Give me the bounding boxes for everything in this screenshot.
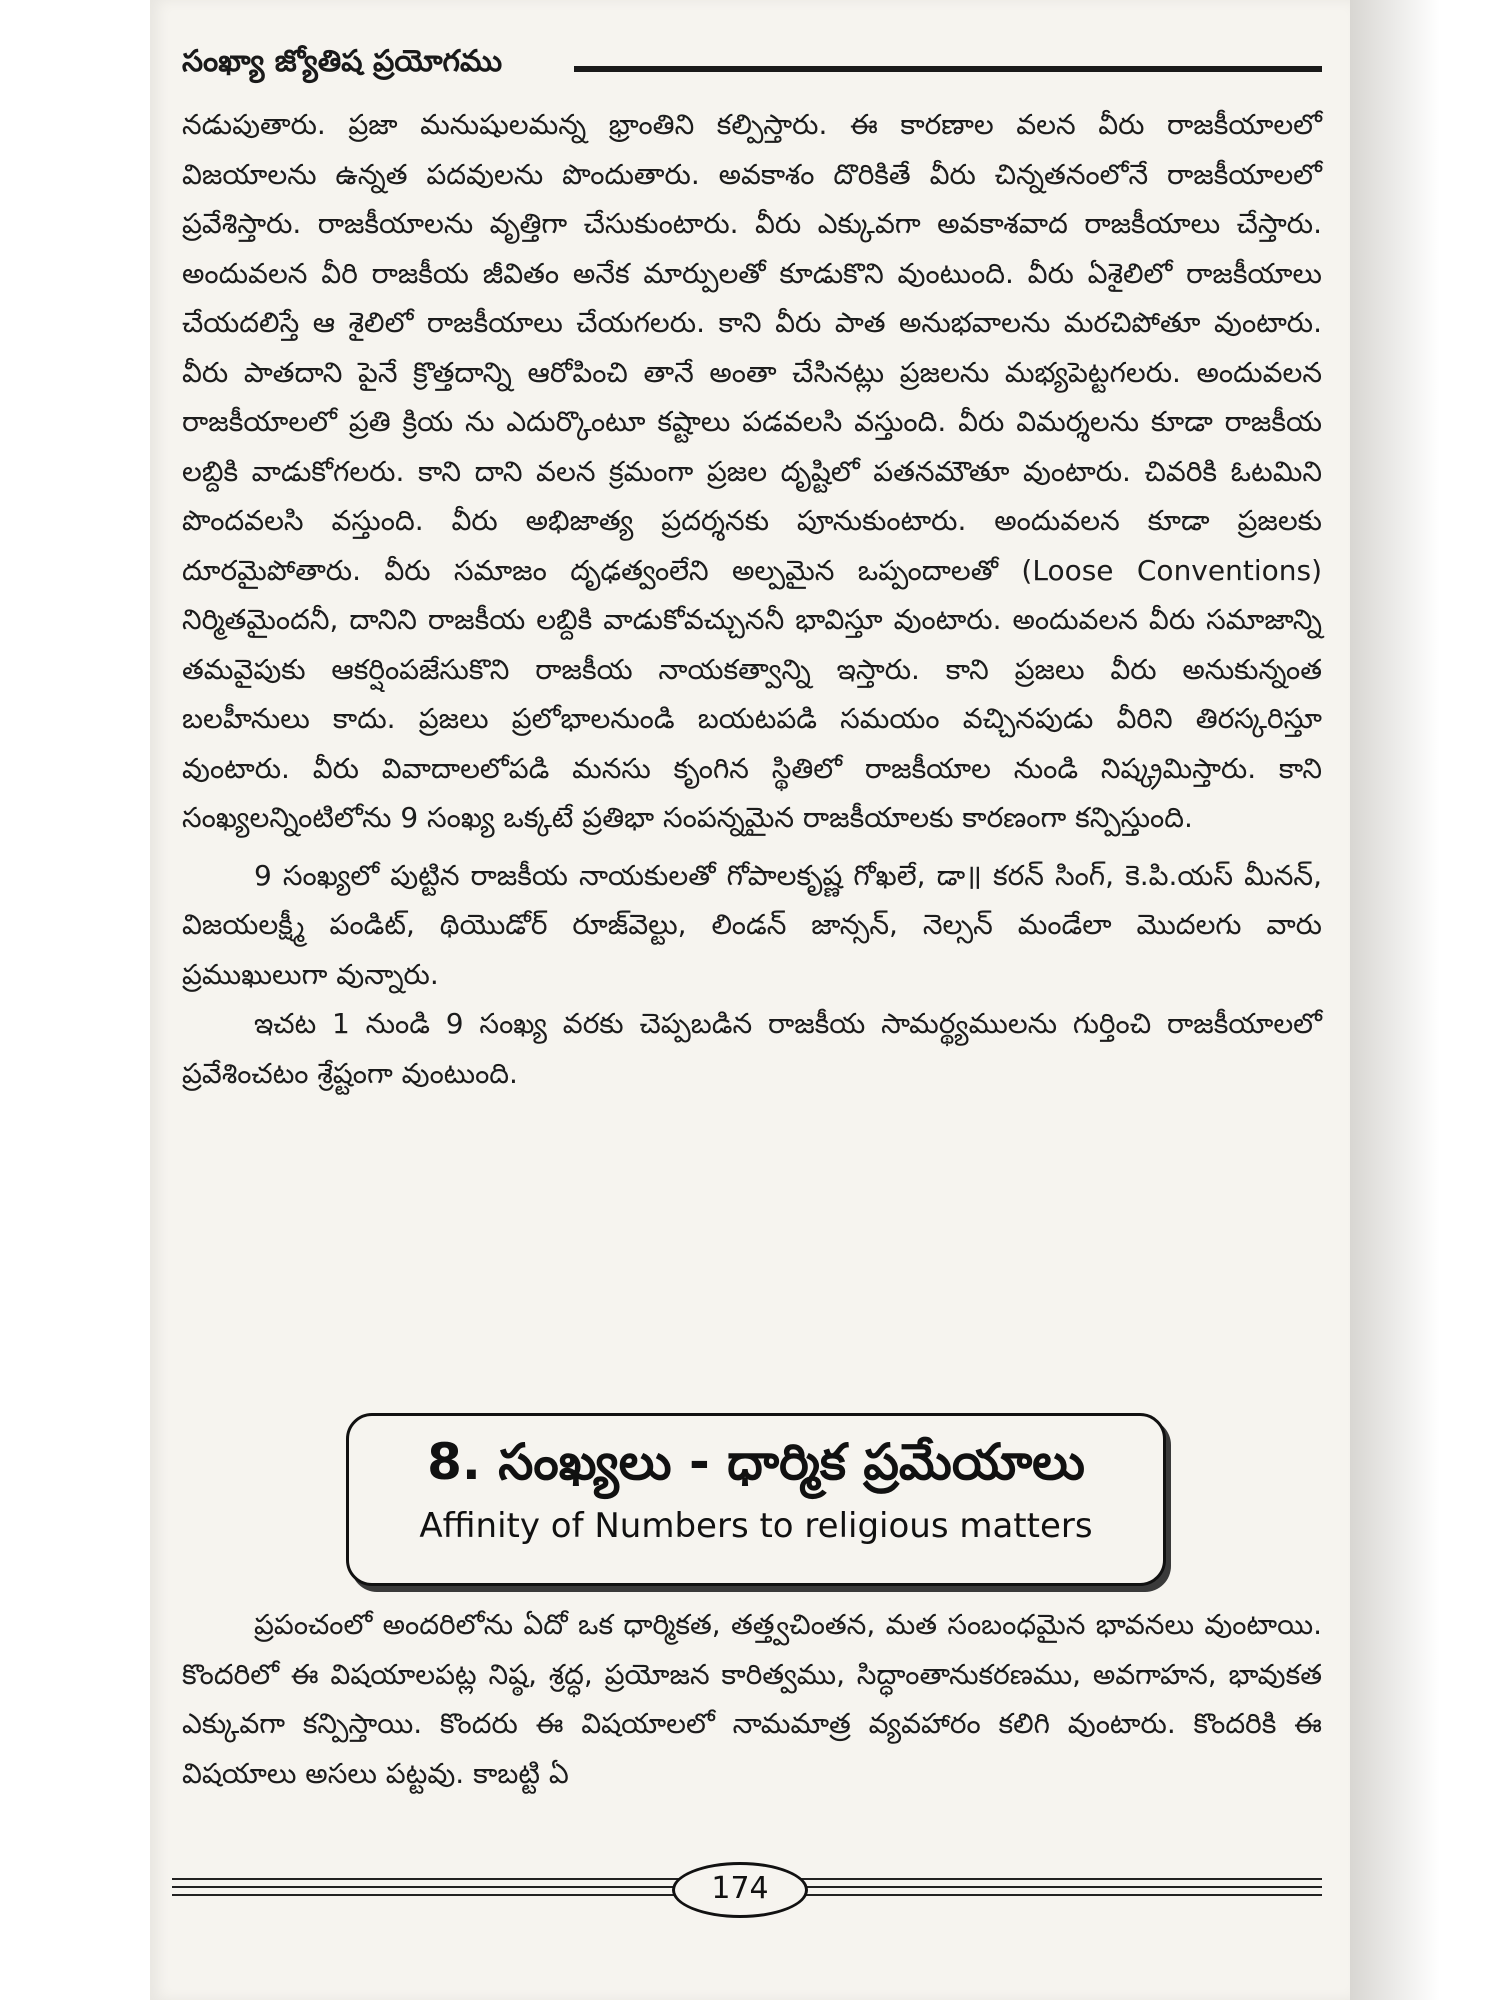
section-subtitle: Affinity of Numbers to religious matters bbox=[419, 1506, 1093, 1546]
header-rule bbox=[574, 66, 1322, 72]
body-text-bottom bbox=[182, 1600, 1322, 1798]
section-heading-box bbox=[346, 1413, 1166, 1586]
page-number: 174 bbox=[672, 1862, 808, 1918]
page-margin-left bbox=[0, 0, 150, 2000]
header-title: సంఖ్యా జ్యోతిష ప్రయోగము bbox=[182, 44, 503, 79]
section-title: 8. సంఖ్యలు - ధార్మిక ప్రమేయాలు bbox=[427, 1433, 1085, 1491]
book-page bbox=[150, 0, 1350, 2000]
running-header bbox=[182, 40, 1322, 92]
paragraph: ఇచట 1 నుండి 9 సంఖ్య వరకు చెప్పబడిన రాజకీయ సామర్థ్యములను గుర్తించి రాజకీయాలలో ప్రవేశించటం శ్రేష్టంగా వుంటుంది. bbox=[182, 1007, 1322, 1090]
page-margin-right bbox=[1350, 0, 1500, 2000]
paragraph: ప్రపంచంలో అందరిలోను ఏదో ఒక ధార్మికత, తత్త్వచింతన, మత సంబంధమైన భావనలు వుంటాయి. కొందరిలో ఈ విషయాలపట్ల నిష్ఠ, శ్రద్ధ, ప్రయోజన కారిత్వము, సిద్ధాంతానుకరణము, అవగాహన, భావుకత ఎక్కువగా కన్పిస్తాయి. కొందరు ఈ విషయాలలో నామమాత్ర వ్యవహారం కలిగి వుంటారు. కొందరికి ఈ విషయాలు అసలు పట్టవు. కాబట్టి ఏ bbox=[182, 1608, 1322, 1790]
paragraph: నడుపుతారు. ప్రజా మనుషులమన్న భ్రాంతిని కల్పిస్తారు. ఈ కారణాల వలన వీరు రాజకీయాలలో విజయాలను ఉన్నత పదవులను పొందుతారు. అవకాశం దొరికితే వీరు చిన్నతనంలోనే రాజకీయాలలో ప్రవేశిస్తారు. రాజకీయాలను వృత్తిగా చేసుకుంటారు. వీరు ఎక్కువగా అవకాశవాద రాజకీయాలు చేస్తారు. అందువలన వీరి రాజకీయ జీవితం అనేక మార్పులతో కూడుకొని వుంటుంది. వీరు ఏశైలిలో రాజకీయాలు చేయదలిస్తే ఆ శైలిలో రాజకీయాలు చేయగలరు. కాని వీరు పాత అనుభవాలను మరచిపోతూ వుంటారు. వీరు పాతదాని పైనే క్రొత్తదాన్ని ఆరోపించి తానే అంతా చేసినట్లు ప్రజలను మభ్యపెట్టగలరు. అందువలన రాజకీయాలలో ప్రతి క్రియ ను ఎదుర్కొంటూ కష్టాలు పడవలసి వస్తుంది. వీరు విమర్శలను కూడా రాజకీయ లబ్దికి వాడుకోగలరు. కాని దాని వలన క్రమంగా ప్రజల దృష్టిలో పతనమౌతూ వుంటారు. చివరికి ఓటమిని పొందవలసి వస్తుంది. వీరు అభిజాత్య ప్రదర్శనకు పూనుకుంటారు. అందువలన కూడా ప్రజలకు దూరమైపోతారు. వీరు సమాజం దృఢత్వంలేని అల్పమైన ఒప్పందాలతో (Loose Conventions) నిర్మితమైందనీ, దానిని రాజకీయ లబ్దికి వాడుకోవచ్చుననీ భావిస్తూ వుంటారు. అందువలన వీరు సమాజాన్ని తమవైపుకు ఆకర్షింపజేసుకొని రాజకీయ నాయకత్వాన్ని ఇస్తారు. కాని ప్రజలు వీరు అనుకున్నంత బలహీనులు కాదు. ప్రజలు ప్రలోభాలనుండి బయటపడి సమయం వచ్చినపుడు వీరిని తిరస్కరిస్తూ వుంటారు. వీరు వివాదాలలోపడి మనసు కృంగిన స్థితిలో రాజకీయాల నుండి నిష్క్రమిస్తారు. కాని సంఖ్యలన్నింటిలోను 9 సంఖ్య ఒక్కటే ప్రతిభా సంపన్నమైన రాజకీయాలకు కారణంగా కన్పిస్తుంది. bbox=[182, 108, 1322, 834]
paragraph: 9 సంఖ్యలో పుట్టిన రాజకీయ నాయకులతో గోపాలకృష్ణ గోఖలే, డా॥ కరన్ సింగ్, కె.పి.యస్ మీనన్, విజయలక్ష్మీ పండిట్, థియొడోర్ రూజ్‌వెల్టు, లిండన్ జాన్సన్, నెల్సన్ మండేలా మొదలగు వారు ప్రముఖులుగా వున్నారు. bbox=[182, 858, 1322, 991]
body-text-top bbox=[182, 100, 1322, 1098]
page-footer bbox=[172, 1848, 1322, 1928]
